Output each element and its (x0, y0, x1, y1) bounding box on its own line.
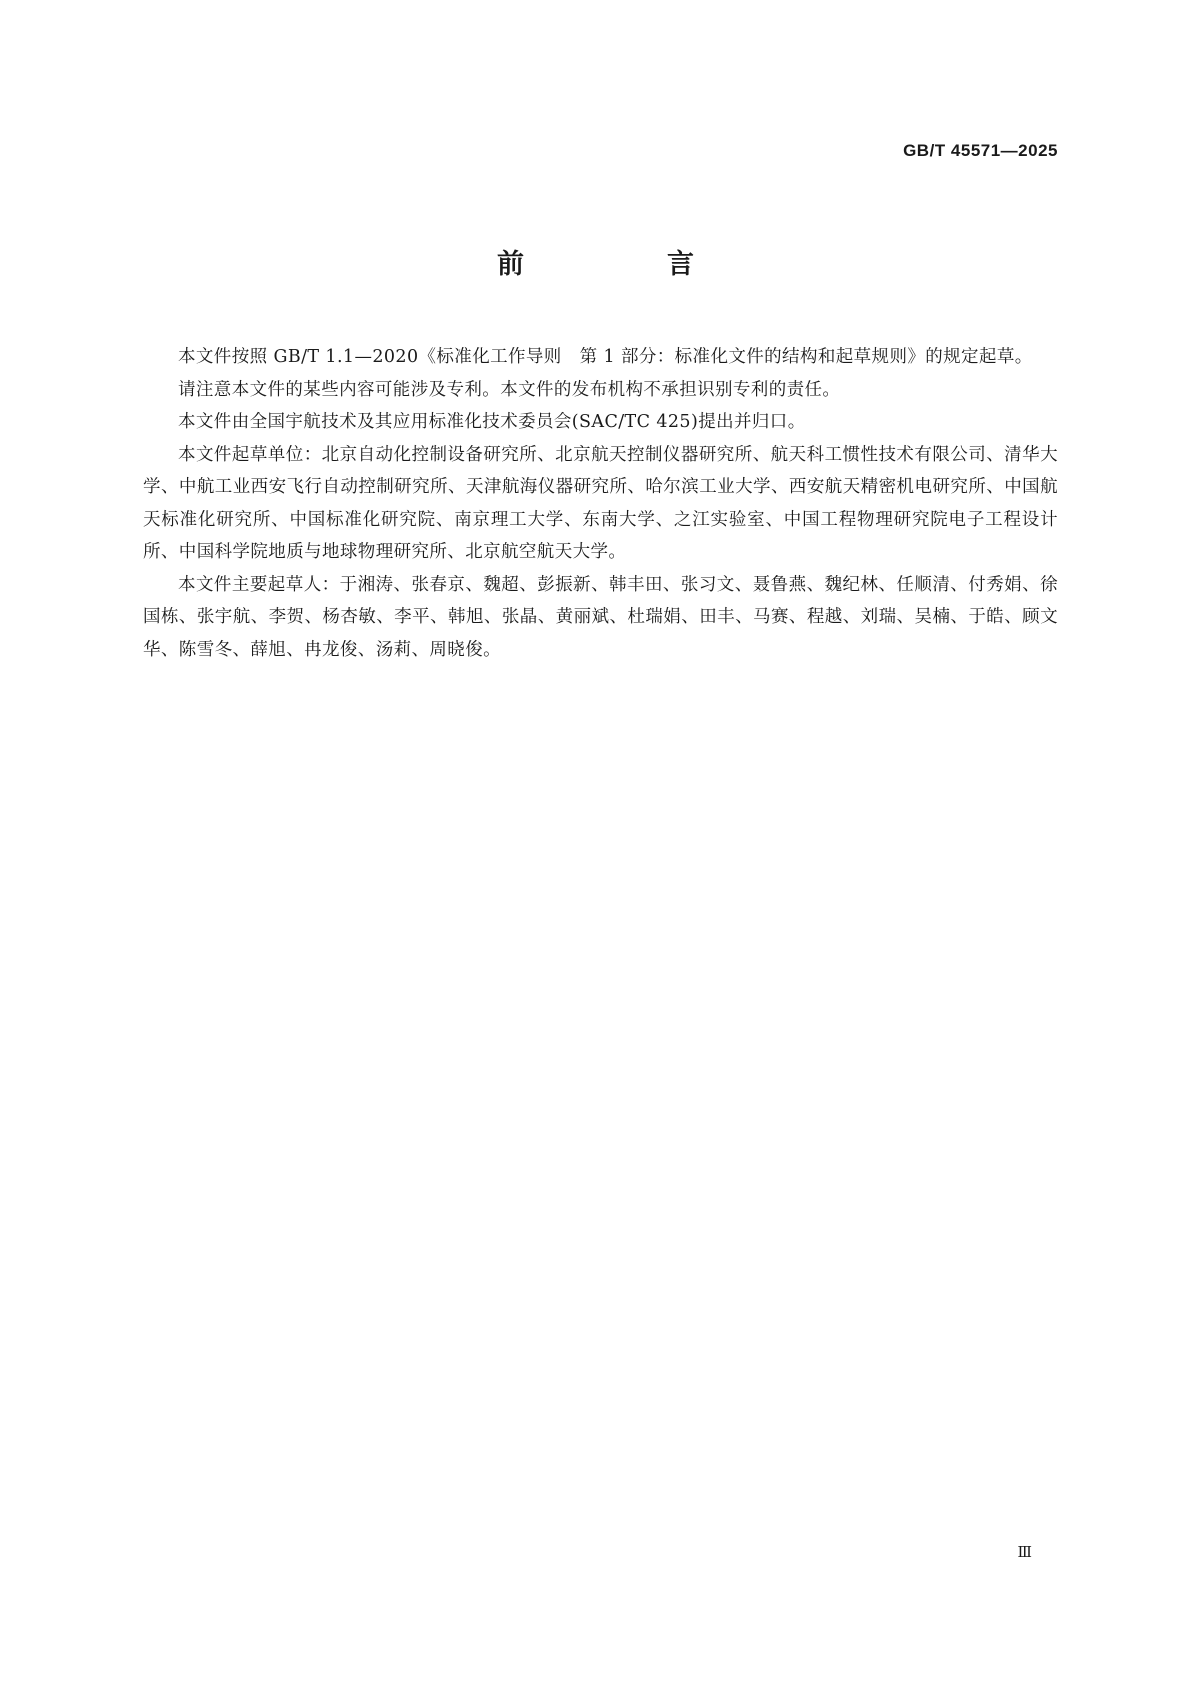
paragraph-drafting-units: 本文件起草单位：北京自动化控制设备研究所、北京航天控制仪器研究所、航天科工惯性技术有限公司、清华大学、中航工业西安飞行自动控制研究所、天津航海仪器研究所、哈尔滨工业大学、西安航天精密机电研究所、中国航天标准化研究所、中国标准化研究院、南京理工大学、东南大学、之江实验室、中国工程物理研究院电子工程设计所、中国科学院地质与地球物理研究所、北京航空航天大学。 (143, 444, 1058, 562)
paragraph-proposer: 本文件由全国宇航技术及其应用标准化技术委员会(SAC/TC 425)提出并归口。 (178, 412, 806, 432)
paragraph-drafting-rules: 本文件按照 GB/T 1.1—2020《标准化工作导则 第 1 部分：标准化文件的结构和起草规则》的规定起草。 (178, 347, 1033, 367)
page-number: Ⅲ (1017, 1543, 1031, 1561)
paragraph-patent-notice: 请注意本文件的某些内容可能涉及专利。本文件的发布机构不承担识别专利的责任。 (178, 379, 841, 400)
page-title: 前 言 (497, 249, 752, 280)
paragraph-drafters: 本文件主要起草人：于湘涛、张春京、魏超、彭振新、韩丰田、张习文、聂鲁燕、魏纪林、任顺清、付秀娟、徐国栋、张宇航、李贺、杨杏敏、李平、韩旭、张晶、黄丽斌、杜瑞娟、田丰、马赛、程越、刘瑞、吴楠、于皓、顾文华、陈雪冬、薛旭、冉龙俊、汤莉、周晓俊。 (143, 574, 1058, 660)
foreword-body (143, 341, 1058, 666)
document-code: GB/T 45571—2025 (903, 141, 1058, 160)
